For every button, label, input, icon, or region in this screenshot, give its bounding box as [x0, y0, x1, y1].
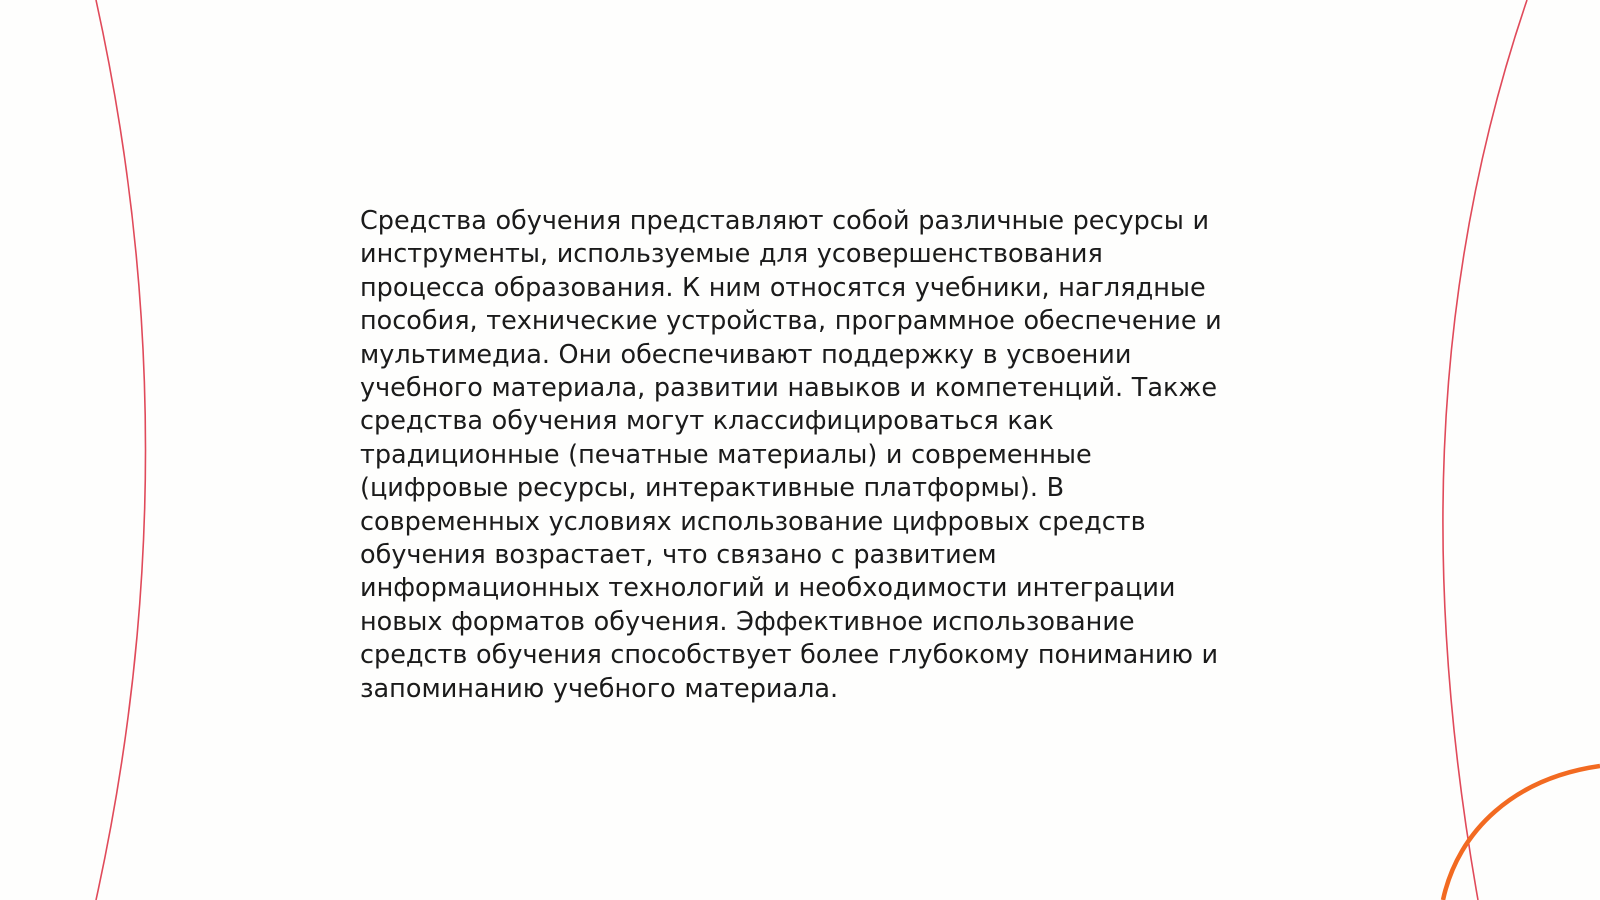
slide-body-text: Средства обучения представляют собой различные ресурсы и инструменты, используемые для усовершенствования процесса образования. К ним относятся учебники, наглядные пособия, технические устройства, программное обеспечение и мультимедиа. Они обеспечивают поддержку в усвоении учебного материала, развитии навыков и компетенций. Также средства обучения могут классифицироваться как традиционные (печатные материалы) и современные (цифровые ресурсы, интерактивные платформы). В современных условиях использование цифровых средств обучения возрастает, что связано с развитием информационных технологий и необходимости интеграции новых форматов обучения. Эффективное использование средств обучения способствует более глубокому пониманию и запоминанию учебного материала.	[360, 206, 1222, 704]
right-arc	[1443, 0, 1527, 900]
left-arc	[96, 0, 146, 900]
